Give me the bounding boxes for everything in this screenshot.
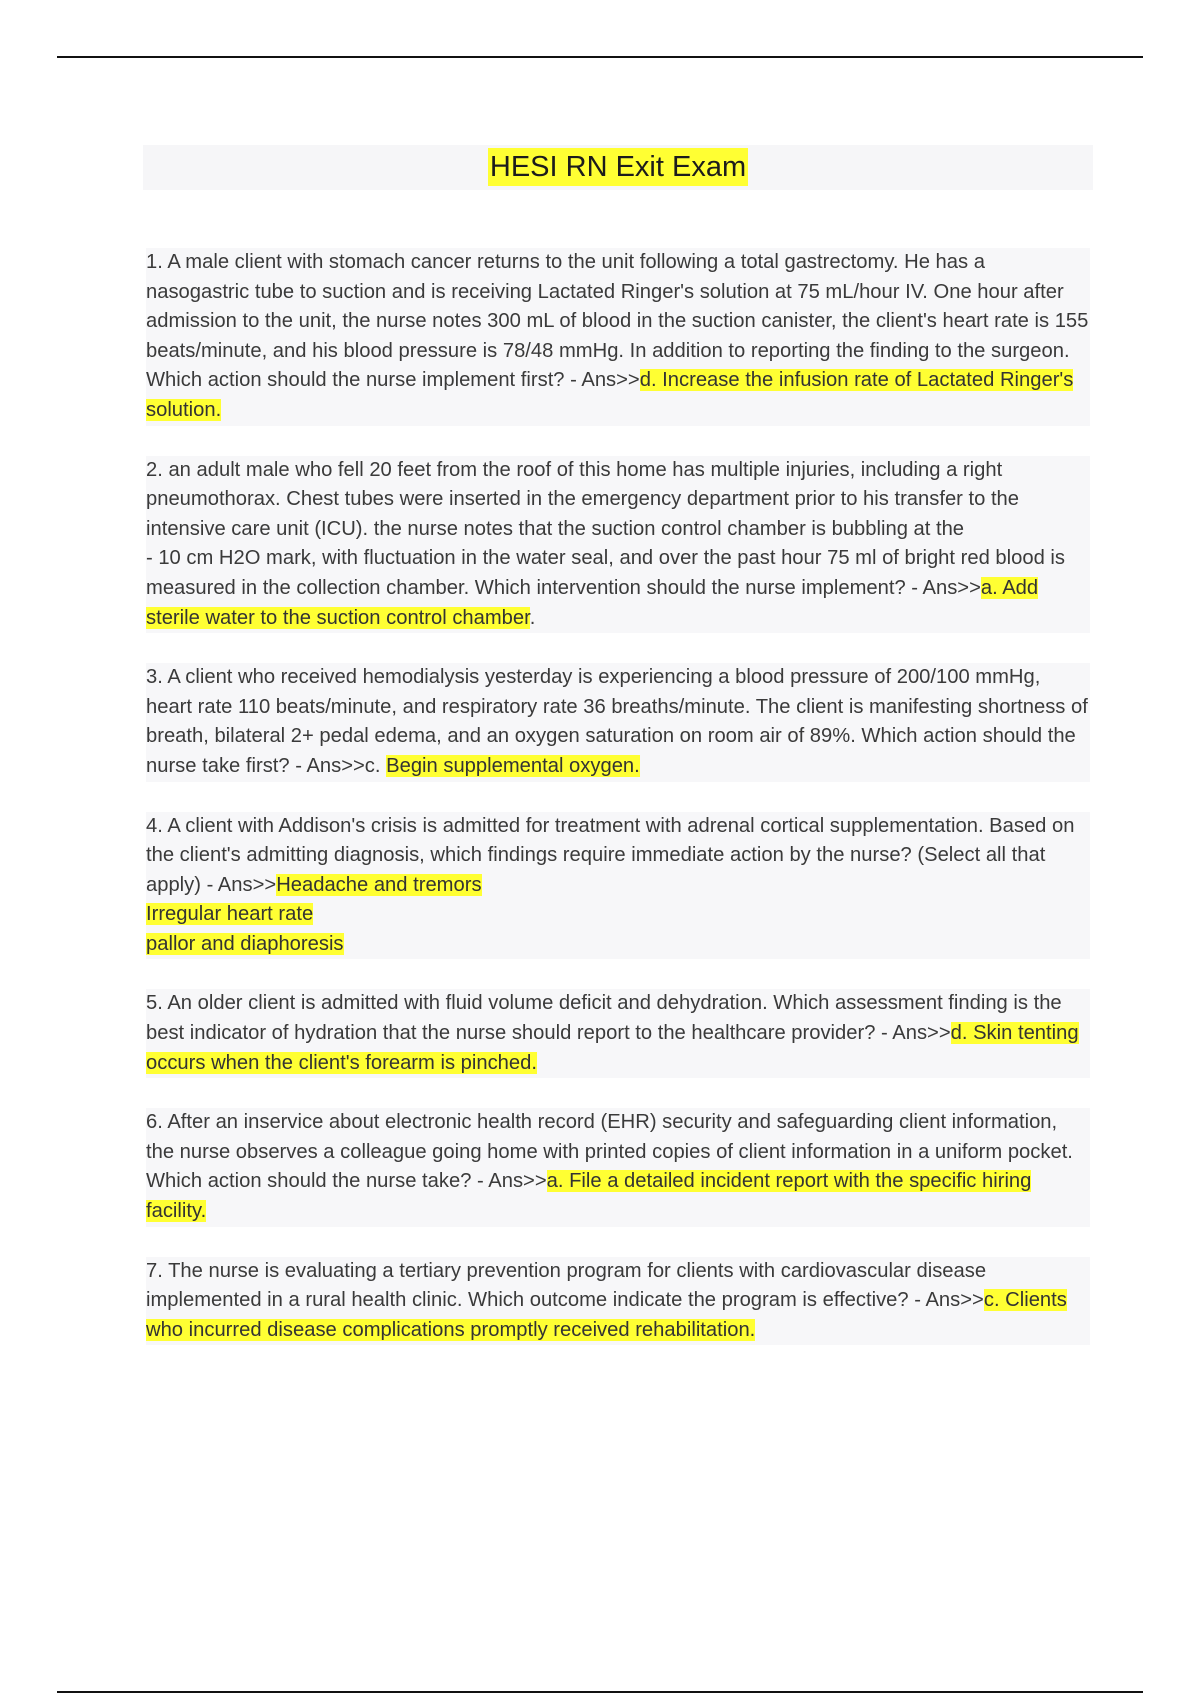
question-5: [146, 989, 1090, 1078]
question-text: 6. After an inservice about electronic health record (EHR) security and safeguarding client information, the nurse observes a colleague going home with printed copies of client information in a uniform pocket. Which action should the nurse take? - Ans>>: [146, 1111, 1073, 1193]
question-4: [146, 812, 1090, 960]
question-2: [146, 456, 1090, 634]
question-list: [146, 248, 1090, 1375]
answer-highlight: a. Add sterile water to the suction control chamber: [146, 576, 1039, 629]
answer-line: [146, 930, 1090, 960]
answer-tail: .: [529, 606, 536, 629]
question-text: 2. an adult male who fell 20 feet from the roof of this home has multiple injuries, including a right pneumothorax. Chest tubes were inserted in the emergency department prior to his transfer to the intensive care unit (ICU). the nurse notes that the suction control chamber is bubbling at the: [146, 458, 1020, 540]
top-rule: [57, 56, 1143, 58]
question-1: [146, 248, 1090, 426]
title-band: [143, 145, 1093, 190]
bottom-rule: [57, 1691, 1143, 1693]
answer-highlight: a. File a detailed incident report with the specific hiring facility.: [146, 1170, 1032, 1223]
question-text: 3. A client who received hemodialysis yesterday is experiencing a blood pressure of 200/100 mmHg, heart rate 110 beats/minute, and respiratory rate 36 breaths/minute. The client is manifesting shortness of breath, bilateral 2+ pedal edema, and an oxygen saturation on room air of 89%. Which action should the nurse take first? - Ans>>c.: [146, 666, 1088, 777]
question-text-continued: - 10 cm H2O mark, with fluctuation in the water seal, and over the past hour 75 ml of bright red blood is measured in the collection chamber. Which intervention should the nurse implement? - Ans>>: [146, 547, 1065, 599]
question-text: 7. The nurse is evaluating a tertiary prevention program for clients with cardiovascular disease implemented in a rural health clinic. Which outcome indicate the program is effective? - Ans>>: [146, 1259, 987, 1312]
answer-highlight: d. Skin tenting occurs when the client's forearm is pinched.: [146, 1022, 1079, 1074]
answer-highlight: d. Increase the infusion rate of Lactated Ringer's solution.: [146, 369, 1074, 421]
question-6: [146, 1108, 1090, 1226]
question-3: [146, 663, 1090, 781]
answer-highlight: Irregular heart rate: [146, 903, 314, 926]
question-7: [146, 1257, 1090, 1346]
answer-highlight: c. Clients who incurred disease complications promptly received rehabilitation.: [146, 1289, 1067, 1341]
answer-line: [146, 900, 1090, 930]
answer-highlight: Headache and tremors: [276, 873, 482, 896]
document-title: HESI RN Exit Exam: [488, 148, 748, 186]
answer-highlight: Begin supplemental oxygen.: [386, 754, 640, 777]
answer-highlight: pallor and diaphoresis: [146, 932, 344, 955]
question-text: 5. An older client is admitted with fluid volume deficit and dehydration. Which assessment finding is the best indicator of hydration that the nurse should report to the healthcare provider? - Ans>>: [146, 992, 1062, 1045]
question-text: 4. A client with Addison's crisis is admitted for treatment with adrenal cortical supplementation. Based on the client's admitting diagnosis, which findings require immediate action by the nurse? (Select all that apply) - Ans>>: [146, 814, 1075, 896]
question-text: 1. A male client with stomach cancer returns to the unit following a total gastrectomy. He has a nasogastric tube to suction and is receiving Lactated Ringer's solution at 75 mL/hour IV. One hour after admission to the unit, the nurse notes 300 mL of blood in the suction canister, the client's heart rate is 155 beats/minute, and his blood pressure is 78/48 mmHg. In addition to reporting the finding to the surgeon. Which action should the nurse implement first? - Ans>>: [146, 251, 1089, 392]
